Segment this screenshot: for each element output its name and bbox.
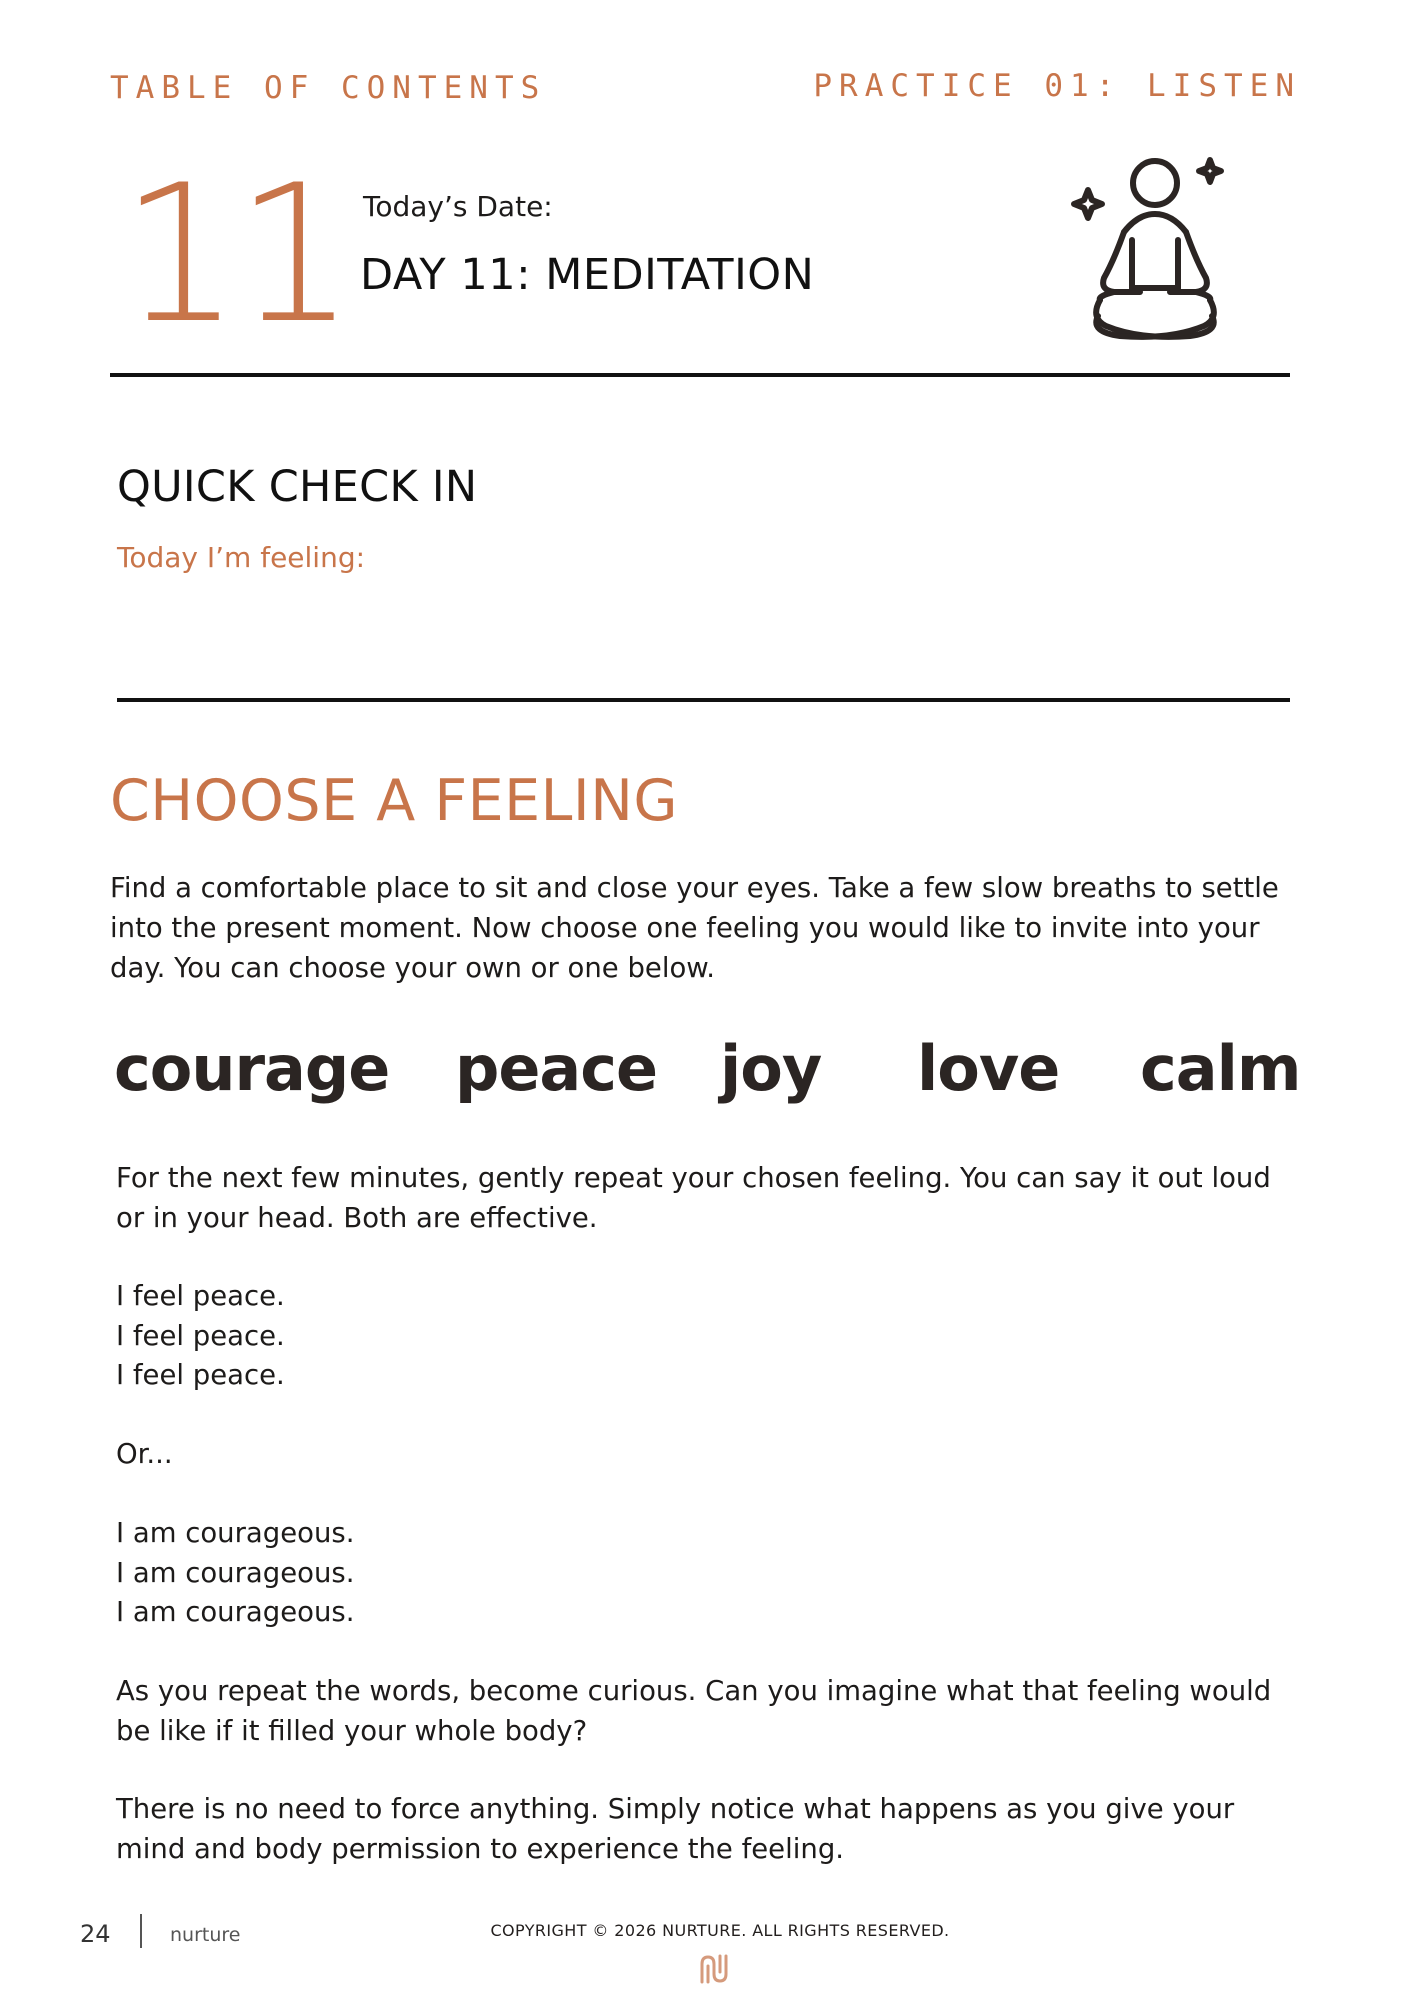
example-courage-line-2: I am courageous.	[116, 1557, 355, 1589]
check-in-divider	[117, 698, 1290, 702]
example-courage-line-3: I am courageous.	[116, 1596, 355, 1628]
repeat-instructions: For the next few minutes, gently repeat your chosen feeling. You can say it out loud or in your head. Both are effective.	[116, 1162, 1271, 1234]
example-peace-line-1: I feel peace.	[116, 1280, 285, 1312]
footer-brand: nurture	[170, 1924, 241, 1946]
practice-link[interactable]: PRACTICE 01: LISTEN	[813, 68, 1301, 104]
day-title: DAY 11: MEDITATION	[360, 250, 815, 300]
meditation-icon	[1070, 150, 1240, 350]
choose-feeling-heading: CHOOSE A FEELING	[110, 768, 679, 834]
example-peace-line-2: I feel peace.	[116, 1320, 285, 1352]
feeling-word-joy[interactable]: joy	[720, 1032, 822, 1105]
copyright-text: COPYRIGHT © 2026 NURTURE. ALL RIGHTS RESERVED.	[490, 1921, 950, 1940]
feeling-word-calm[interactable]: calm	[1140, 1032, 1301, 1105]
feeling-word-love[interactable]: love	[917, 1032, 1060, 1105]
date-label: Today’s Date:	[363, 190, 553, 223]
table-of-contents-link[interactable]: TABLE OF CONTENTS	[110, 70, 547, 106]
check-in-heading: QUICK CHECK IN	[117, 462, 478, 512]
feeling-intro: Find a comfortable place to sit and close your eyes. Take a few slow breaths to settle into the present moment. Now choose one feeling you would like to invite into your day. You can choose your own or one below.	[110, 872, 1279, 984]
feeling-prompt: Today I’m feeling:	[117, 541, 366, 574]
curious-text: As you repeat the words, become curious. Can you imagine what that feeling would be like if it filled your whole body?	[116, 1675, 1272, 1747]
nurture-logo-icon	[698, 1954, 730, 1984]
day-number: 11	[120, 144, 350, 365]
or-text: Or...	[116, 1438, 173, 1470]
feeling-word-peace[interactable]: peace	[455, 1032, 658, 1105]
page-number: 24	[80, 1920, 111, 1948]
header-divider	[110, 373, 1290, 377]
example-peace-line-3: I feel peace.	[116, 1359, 285, 1391]
feeling-word-courage[interactable]: courage	[114, 1032, 390, 1105]
example-courage-line-1: I am courageous.	[116, 1517, 355, 1549]
feeling-input-area[interactable]	[117, 585, 1289, 695]
closing-text: There is no need to force anything. Simply notice what happens as you give your mind and body permission to experience the feeling.	[116, 1793, 1235, 1865]
